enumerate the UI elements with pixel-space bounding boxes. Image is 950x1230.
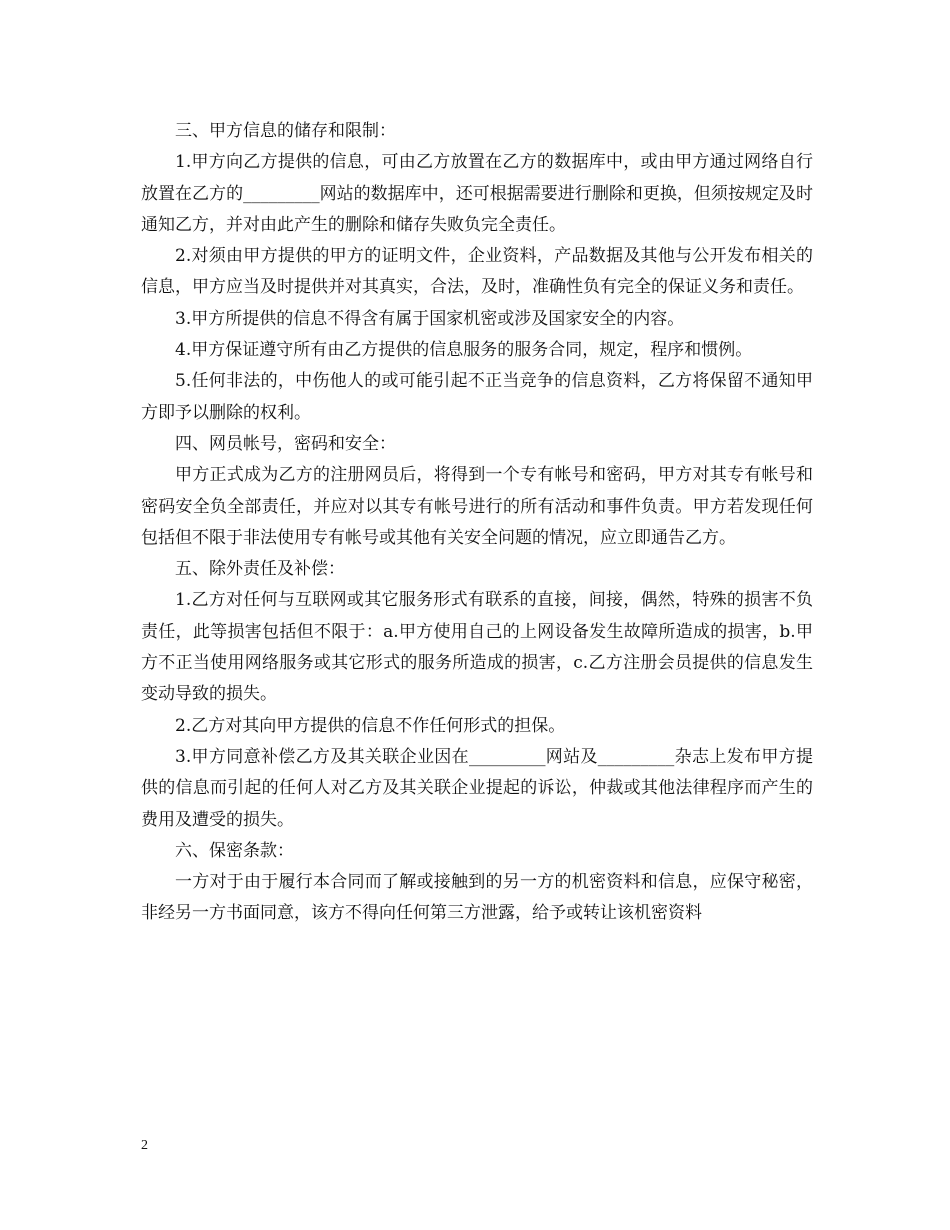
clause-3-5: 5.任何非法的，中伤他人的或可能引起不正当竞争的信息资料，乙方将保留不通知甲方即予以删除的权利。 [141,371,813,423]
section-heading-liability: 五、除外责任及补偿： [175,559,345,580]
clause-5-3: 3.甲方同意补偿乙方及其关联企业因在_________网站及_________杂志上发布甲方提供的信息而引起的任何人对乙方及其关联企业提起的诉讼，仲裁或其他法律程序而产生的费用及遭受的损失。 [141,746,813,830]
page-number: 2 [141,1138,148,1153]
clause-3-3: 3.甲方所提供的信息不得含有属于国家机密或涉及国家安全的内容。 [175,308,685,329]
clause-5-1: 1.乙方对任何与互联网或其它服务形式有联系的直接，间接，偶然，特殊的损害不负责任，此等损害包括但不限于：a.甲方使用自己的上网设备发生故障所造成的损害，b.甲方不正当使用网络服务或其它形式的服务所造成的损害，c.乙方注册会员提供的信息发生变动导致的损失。 [141,590,813,705]
section-heading-account: 四、网员帐号，密码和安全： [175,433,396,454]
document-body [141,116,813,930]
clause-3-1: 1.甲方向乙方提供的信息，可由乙方放置在乙方的数据库中，或由甲方通过网络自行放置在乙方的_________网站的数据库中，还可根据需要进行删除和更换，但须按规定及时通知乙方，并对由此产生的删除和储存失败负完全责任。 [141,152,813,235]
clause-3-4: 4.甲方保证遵守所有由乙方提供的信息服务的服务合同，规定，程序和惯例。 [175,340,753,361]
clause-5-2: 2.乙方对其向甲方提供的信息不作任何形式的担保。 [175,715,566,736]
clause-4-body: 甲方正式成为乙方的注册网员后，将得到一个专有帐号和密码，甲方对其专有帐号和密码安全负全部责任，并应对以其专有帐号进行的所有活动和事件负责。甲方若发现任何包括但不限于非法使用专有帐号或其他有关安全问题的情况，应立即通告乙方。 [141,465,813,548]
section-heading-confidentiality: 六、保密条款： [175,840,294,861]
clause-3-2: 2.对须由甲方提供的甲方的证明文件，企业资料，产品数据及其他与公开发布相关的信息，甲方应当及时提供并对其真实，合法，及时，准确性负有完全的保证义务和责任。 [141,246,813,298]
section-heading-storage: 三、甲方信息的储存和限制： [175,121,396,141]
clause-6-body: 一方对于由于履行本合同而了解或接触到的另一方的机密资料和信息，应保守秘密，非经另一方书面同意，该方不得向任何第三方泄露，给予或转让该机密资料 [141,872,813,924]
